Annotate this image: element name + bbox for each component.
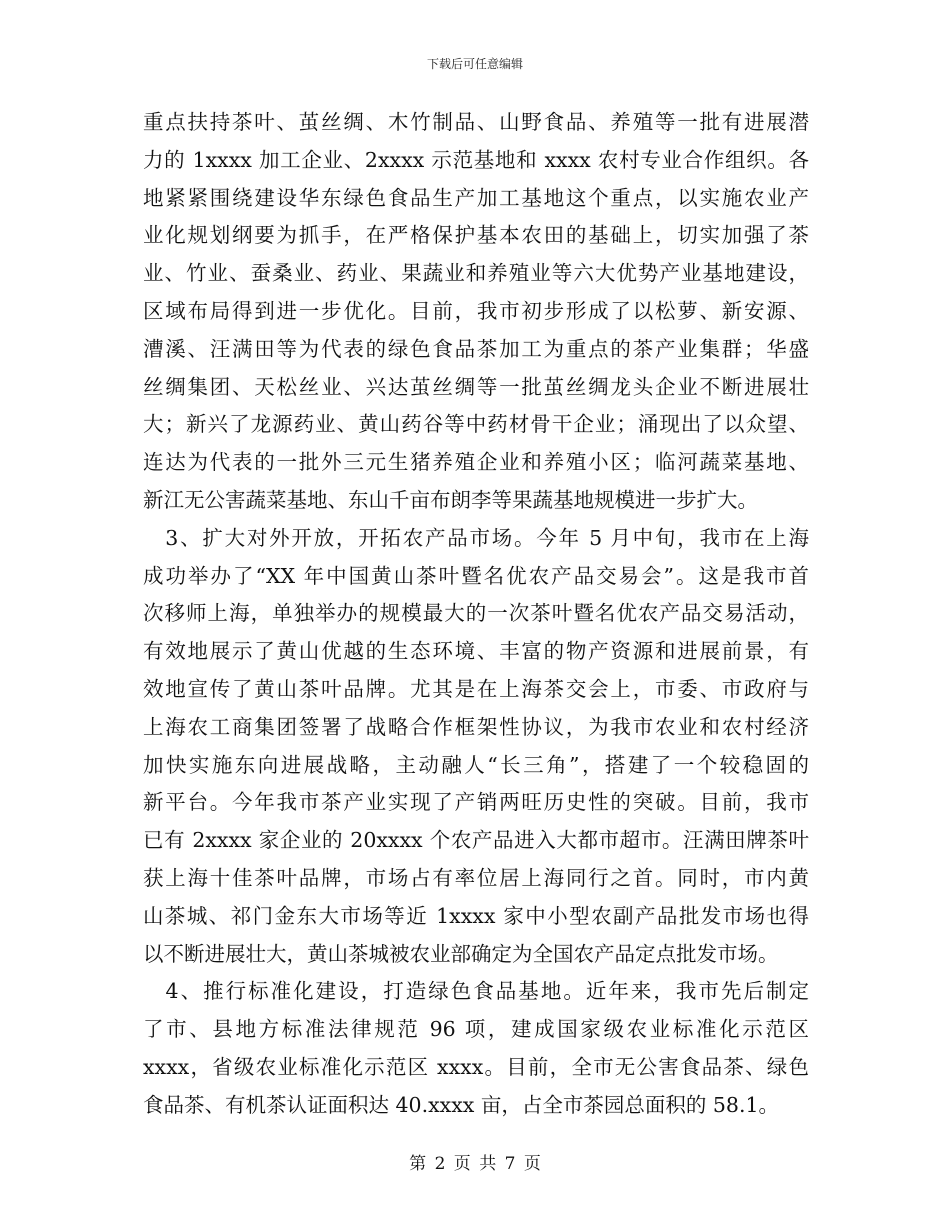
text-line: 4、推行标准化建设，打造绿色食品基地。近年来，我市先后制定 bbox=[143, 979, 809, 1004]
text-line: xxxx，省级农业标准化示范区 xxxx。目前，全市无公害食品茶、绿色 bbox=[143, 1054, 809, 1079]
text-line: 次移师上海，单独举办的规模最大的一次茶叶暨名优农产品交易活动， bbox=[143, 601, 809, 626]
text-line: 了市、县地方标准法律规范 96 项，建成国家级农业标准化示范区 bbox=[143, 1017, 809, 1042]
text-line: 重点扶持茶叶、茧丝绸、木竹制品、山野食品、养殖等一批有进展潜 bbox=[143, 110, 809, 134]
text-line: 获上海十佳茶叶品牌，市场占有率位居上海同行之首。同时，市内黄 bbox=[143, 865, 809, 890]
page-header-note: 下载后可任意编辑 bbox=[426, 57, 523, 71]
text-line: 地紧紧围绕建设华东绿色食品生产加工基地这个重点，以实施农业产 bbox=[143, 185, 809, 210]
text-line: 成功举办了“XX 年中国黄山茶叶暨名优农产品交易会”。这是我市首 bbox=[143, 563, 809, 588]
text-line: 3、扩大对外开放，开拓农产品市场。今年 5 月中旬，我市在上海 bbox=[143, 525, 809, 550]
text-line: 食品茶、有机茶认证面积达 40.xxxx 亩，占全市茶园总面积的 58.1。 bbox=[143, 1092, 780, 1117]
text-line: 丝绸集团、天松丝业、兴达茧丝绸等一批茧丝绸龙头企业不断进展壮 bbox=[143, 374, 809, 399]
text-line: 区域布局得到进一步优化。目前，我市初步形成了以松萝、新安源、 bbox=[143, 298, 809, 323]
text-line: 业、竹业、蚕桑业、药业、果蔬业和养殖业等六大优势产业基地建设， bbox=[143, 261, 809, 286]
text-line: 已有 2xxxx 家企业的 20xxxx 个农产品进入大都市超市。汪满田牌茶叶 bbox=[143, 828, 809, 853]
page-number: 第 2 页 共 7 页 bbox=[409, 1154, 541, 1174]
text-line: 业化规划纲要为抓手，在严格保护基本农田的基础上，切实加强了茶 bbox=[143, 223, 809, 248]
text-line: 山茶城、祁门金东大市场等近 1xxxx 家中小型农副产品批发市场也得 bbox=[143, 903, 809, 928]
text-line: 漕溪、汪满田等为代表的绿色食品茶加工为重点的茶产业集群；华盛 bbox=[143, 336, 809, 361]
text-line: 新平台。今年我市茶产业实现了产销两旺历史性的突破。目前，我市 bbox=[143, 790, 809, 815]
text-line: 加快实施东向进展战略，主动融人“长三角”，搭建了一个较稳固的 bbox=[143, 752, 809, 777]
text-line: 大；新兴了龙源药业、黄山药谷等中药材骨干企业；涌现出了以众望、 bbox=[143, 412, 809, 437]
document-body bbox=[143, 104, 809, 1125]
text-line: 效地宣传了黄山茶叶品牌。尤其是在上海茶交会上，市委、市政府与 bbox=[143, 676, 809, 701]
text-line: 有效地展示了黄山优越的生态环境、丰富的物产资源和进展前景，有 bbox=[143, 639, 809, 664]
text-line: 以不断进展壮大，黄山茶城被农业部确定为全国农产品定点批发市场。 bbox=[143, 941, 779, 966]
text-line: 新江无公害蔬菜基地、东山千亩布朗李等果蔬基地规模进一步扩大。 bbox=[143, 487, 758, 512]
text-line: 上海农工商集团签署了战略合作框架性协议，为我市农业和农村经济 bbox=[143, 714, 809, 739]
text-line: 力的 1xxxx 加工企业、2xxxx 示范基地和 xxxx 农村专业合作组织。各 bbox=[143, 147, 809, 172]
text-line: 连达为代表的一批外三元生猪养殖企业和养殖小区；临河蔬菜基地、 bbox=[143, 450, 809, 475]
